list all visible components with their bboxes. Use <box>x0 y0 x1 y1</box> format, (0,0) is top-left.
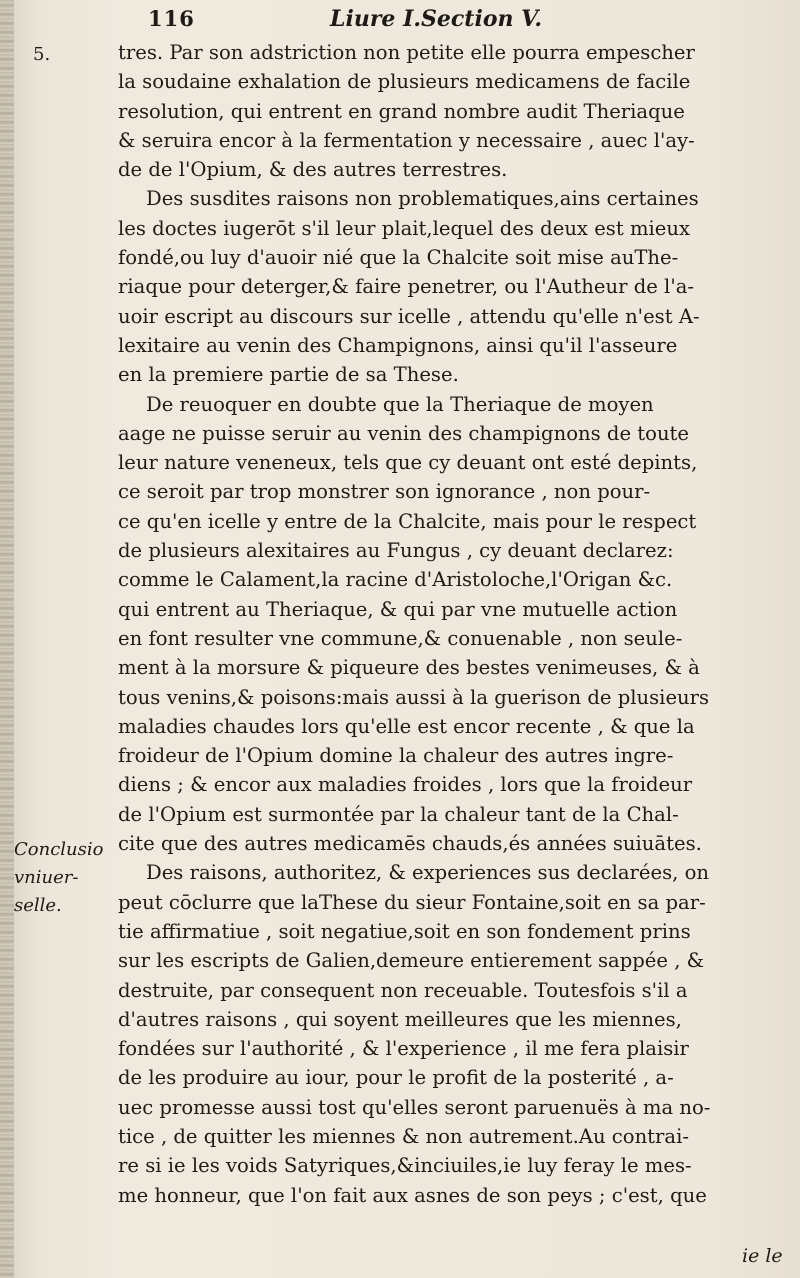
text-line: de plusieurs alexitaires au Fungus , cy deuant declarez: <box>118 539 674 563</box>
text-line: Des raisons, authoritez, & experiences sus declarées, on <box>146 861 710 885</box>
page-header <box>148 6 748 36</box>
text-line: d'autres raisons , qui soyent meilleures que les miennes, <box>118 1007 682 1031</box>
text-line: tres. Par son adstriction non petite elle pourra empescher <box>118 41 695 64</box>
text-line: tice , de quitter les miennes & non autrement.Au contrai- <box>118 1124 689 1148</box>
text-line: fondé,ou luy d'auoir nié que la Chalcite soit mise auThe- <box>118 246 679 270</box>
text-line: & seruira encor à la fermentation y necessaire , auec l'ay- <box>118 128 695 152</box>
text-line: en font resulter vne commune,& conuenable , non seule- <box>118 626 683 650</box>
text-line: tie affirmatiue , soit negatiue,soit en son fondement prins <box>118 919 691 943</box>
margin-note-line: Conclusio <box>14 839 104 860</box>
text-line: peut cōclurre que laThese du sieur Fontaine,soit en sa par- <box>118 890 706 914</box>
text-line: uec promesse aussi tost qu'elles seront paruenuës à ma no- <box>118 1095 711 1119</box>
text-line: leur nature veneneux, tels que cy deuant ont esté depints, <box>118 451 698 475</box>
text-line: de les produire au iour, pour le profit de la posterité , a- <box>118 1066 674 1090</box>
text-line: froideur de l'Opium domine la chaleur des autres ingre- <box>118 744 674 768</box>
text-line: diens ; & encor aux maladies froides , lors que la froideur <box>118 773 693 797</box>
text-line: sur les escripts de Galien,demeure entierement sappée , & <box>118 949 705 973</box>
catchword: ie le <box>742 1245 783 1267</box>
body-text <box>118 38 798 1210</box>
text-line: Des susdites raisons non problematiques,ains certaines <box>146 187 699 211</box>
text-line: de de l'Opium, & des autres terrestres. <box>118 158 508 182</box>
text-line: de l'Opium est surmontée par la chaleur tant de la Chal- <box>118 802 679 826</box>
margin-note <box>14 836 124 920</box>
text-line: aage ne puisse seruir au venin des champignons de toute <box>118 421 690 445</box>
text-line: ce qu'en icelle y entre de la Chalcite, mais pour le respect <box>118 509 697 533</box>
text-line: en la premiere partie de sa These. <box>118 363 459 387</box>
page-number: 116 <box>148 6 195 31</box>
text-line: comme le Calament,la racine d'Aristoloche,l'Origan &c. <box>118 568 673 592</box>
binding-edge <box>0 0 14 1278</box>
text-line: uoir escript au discours sur icelle , attendu qu'elle n'est A- <box>118 304 700 328</box>
text-line: ce seroit par trop monstrer son ignorance , non pour- <box>118 480 651 504</box>
running-head: Liure I.Section V. <box>330 6 543 32</box>
text-line: cite que des autres medicamēs chauds,és années suiuātes. <box>118 832 702 856</box>
margin-note-line: selle. <box>14 895 62 916</box>
text-line: lexitaire au venin des Champignons, ainsi qu'il l'asseure <box>118 333 678 357</box>
text-line: maladies chaudes lors qu'elle est encor recente , & que la <box>118 714 695 738</box>
text-line: les doctes iugerōt s'il leur plait,lequel des deux est mieux <box>118 216 691 240</box>
text-line: resolution, qui entrent en grand nombre audit Theriaque <box>118 99 685 123</box>
text-line: fondées sur l'authorité , & l'experience , il me fera plaisir <box>118 1037 689 1061</box>
text-line: la soudaine exhalation de plusieurs medicamens de facile <box>118 70 691 94</box>
text-line: ment à la morsure & piqueure des bestes venimeuses, & à <box>118 656 700 680</box>
text-line: riaque pour deterger,& faire penetrer, ou l'Autheur de l'a- <box>118 275 695 299</box>
text-line: destruite, par consequent non receuable. Toutesfois s'il a <box>118 978 688 1002</box>
text-line: me honneur, que l'on fait aux asnes de son peys ; c'est, que <box>118 1183 707 1207</box>
margin-note-line: vniuer- <box>14 867 79 888</box>
text-line: tous venins,& poisons:mais aussi à la guerison de plusieurs <box>118 685 710 709</box>
text-line: re si ie les voids Satyriques,&inciuiles,ie luy feray le mes- <box>118 1154 692 1178</box>
section-number: 5. <box>33 44 51 65</box>
text-line: De reuoquer en doubte que la Theriaque de moyen <box>146 392 654 416</box>
text-line: qui entrent au Theriaque, & qui par vne mutuelle action <box>118 597 678 621</box>
